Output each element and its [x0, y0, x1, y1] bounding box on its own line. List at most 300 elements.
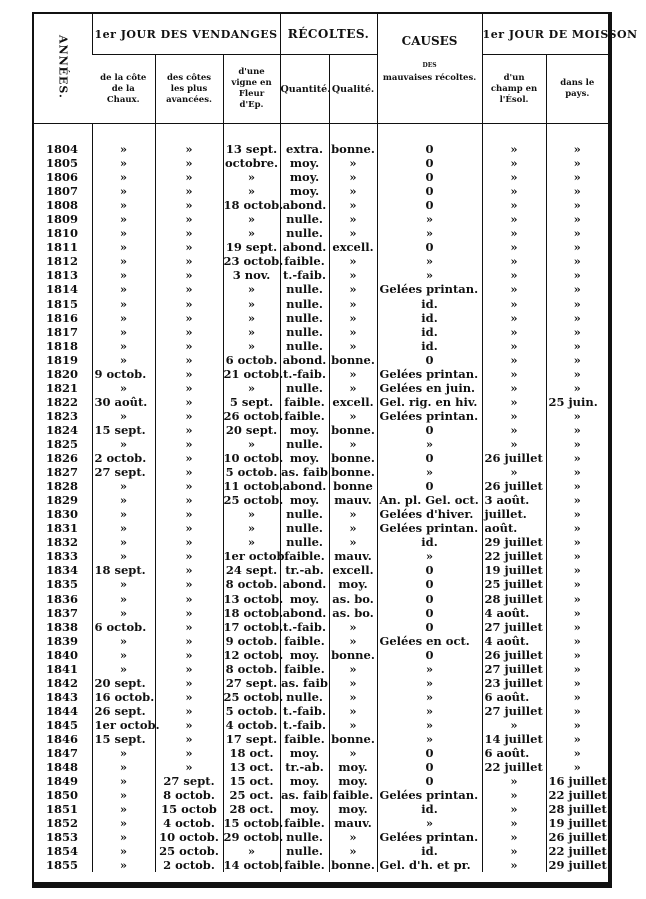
cell-cote-chaux: »	[92, 297, 155, 311]
cell-pays: »	[546, 142, 608, 156]
cell-quantite: nulle.	[280, 226, 329, 240]
cell-champ-esol: 28 juillet	[482, 592, 546, 606]
cell-annee: 1843	[46, 689, 79, 704]
cell-pays: »	[546, 353, 608, 367]
cell-causes: 0	[377, 620, 482, 634]
cell-annee: 1821	[46, 380, 79, 395]
table-row	[34, 634, 608, 648]
cell-champ-esol: 26 juillet	[482, 479, 546, 493]
cell-vigne-fleur: 23 octob.	[223, 254, 284, 269]
cell-cotes-avancees: »	[155, 479, 223, 493]
cell-causes: 0	[377, 746, 482, 760]
cell-quantite: abond.	[280, 479, 329, 493]
cell-pays: »	[546, 451, 608, 465]
cell-qualite: excell.	[329, 395, 377, 409]
header-causes	[377, 14, 482, 124]
header-causes-title: CAUSES	[401, 34, 458, 48]
cell-pays: 22 juillet	[546, 844, 608, 858]
cell-cotes-avancees: »	[155, 507, 223, 521]
cell-cote-chaux: »	[92, 353, 155, 367]
cell-quantite: abond.	[280, 577, 329, 591]
cell-vigne-fleur: »	[223, 339, 280, 353]
cell-cote-chaux: 18 sept.	[92, 563, 155, 577]
cell-causes: Gelées printan.	[377, 788, 482, 802]
cell-qualite: »	[329, 226, 377, 240]
cell-annee: 1824	[46, 422, 79, 437]
spacer-cell	[329, 124, 377, 142]
cell-pays: 19 juillet	[546, 816, 608, 830]
cell-cotes-avancees: »	[155, 648, 223, 662]
cell-annee: 1855	[46, 858, 79, 873]
cell-annee: 1841	[46, 661, 79, 676]
cell-qualite: »	[329, 212, 377, 226]
cell-annee: 1831	[46, 521, 79, 536]
cell-champ-esol: 27 juillet	[482, 704, 546, 718]
cell-cotes-avancees: »	[155, 690, 223, 704]
cell-champ-esol: »	[482, 142, 546, 156]
cell-champ-esol: »	[482, 156, 546, 170]
cell-causes: 0	[377, 423, 482, 437]
cell-quantite: abond.	[280, 606, 329, 620]
cell-cote-chaux: »	[92, 774, 155, 788]
cell-cote-chaux: »	[92, 339, 155, 353]
cell-pays: 26 juillet	[546, 830, 608, 844]
cell-qualite: as. bo.	[329, 606, 377, 620]
table-row	[34, 718, 608, 732]
cell-quantite: t.-faib.	[280, 367, 329, 381]
cell-qualite: bonne	[329, 479, 377, 493]
cell-causes: Gel. d'h. et pr.	[377, 858, 482, 872]
header-pays	[546, 55, 608, 124]
cell-champ-esol: »	[482, 339, 546, 353]
cell-vigne-fleur: 14 octob.	[223, 858, 284, 873]
cell-causes: 0	[377, 648, 482, 662]
cell-cote-chaux: »	[92, 535, 155, 549]
cell-causes: »	[377, 549, 482, 563]
cell-annee: 1844	[46, 703, 79, 718]
spacer-cell	[482, 124, 546, 142]
cell-quantite: moy.	[280, 774, 329, 788]
cell-pays: »	[546, 479, 608, 493]
cell-vigne-fleur: 8 octob.	[223, 662, 280, 676]
cell-qualite: »	[329, 381, 377, 395]
cell-cotes-avancees: »	[155, 760, 223, 774]
cell-cote-chaux: »	[92, 198, 155, 212]
cell-annee: 1848	[46, 760, 79, 775]
cell-pays: »	[546, 620, 608, 634]
table-row	[34, 409, 608, 423]
cell-champ-esol: 23 juillet	[482, 676, 546, 690]
cell-quantite: nulle.	[280, 521, 329, 535]
cell-cotes-avancees: 10 octob.	[155, 830, 223, 844]
table-row	[34, 662, 608, 676]
cell-cotes-avancees: »	[155, 662, 223, 676]
cell-cotes-avancees: »	[155, 381, 223, 395]
cell-champ-esol: »	[482, 802, 546, 816]
cell-cotes-avancees: »	[155, 142, 223, 156]
cell-qualite: »	[329, 409, 377, 423]
table-row	[34, 620, 608, 634]
cell-cote-chaux: »	[92, 311, 155, 325]
cell-qualite: bonne.	[329, 353, 377, 367]
cell-qualite: »	[329, 535, 377, 549]
cell-annee: 1845	[46, 717, 79, 732]
cell-champ-esol: »	[482, 325, 546, 339]
cell-vigne-fleur: 25 oct.	[223, 788, 280, 802]
cell-cote-chaux: »	[92, 802, 155, 816]
cell-pays: »	[546, 718, 608, 732]
cell-qualite: bonne.	[329, 648, 377, 662]
cell-annee: 1834	[46, 563, 79, 578]
cell-pays: »	[546, 746, 608, 760]
cell-annee: 1839	[46, 633, 79, 648]
cell-qualite: »	[329, 339, 377, 353]
cell-cote-chaux: »	[92, 844, 155, 858]
cell-cote-chaux: »	[92, 816, 155, 830]
cell-vigne-fleur: 6 octob.	[223, 353, 280, 367]
cell-quantite: as. faib	[281, 465, 328, 480]
cell-champ-esol: »	[482, 282, 546, 296]
cell-quantite: nulle.	[280, 282, 329, 296]
table-row	[34, 353, 608, 367]
cell-quantite: as. faib	[281, 675, 328, 690]
cell-champ-esol: »	[482, 226, 546, 240]
header-moisson: 1er JOUR DE MOISSON	[482, 14, 608, 55]
cell-quantite: nulle.	[280, 381, 329, 395]
table-row	[34, 816, 608, 830]
cell-pays: »	[546, 381, 608, 395]
cell-vigne-fleur: »	[223, 226, 280, 240]
cell-pays: »	[546, 465, 608, 479]
cell-qualite: »	[329, 367, 377, 381]
cell-champ-esol: »	[482, 184, 546, 198]
table-row	[34, 774, 608, 788]
cell-qualite: »	[329, 718, 377, 732]
cell-quantite: t.-faib.	[280, 718, 329, 732]
cell-annee: 1836	[46, 591, 79, 606]
cell-champ-esol: »	[482, 788, 546, 802]
cell-cotes-avancees: »	[155, 577, 223, 591]
cell-cotes-avancees: »	[155, 592, 223, 606]
cell-champ-esol: »	[482, 353, 546, 367]
cell-vigne-fleur: »	[223, 297, 280, 311]
cell-causes: »	[377, 732, 482, 746]
cell-cote-chaux: »	[92, 648, 155, 662]
cell-causes: »	[377, 816, 482, 830]
cell-quantite: nulle.	[280, 297, 329, 311]
cell-pays: 29 juillet	[546, 858, 608, 872]
cell-qualite: bonne.	[329, 465, 377, 479]
cell-causes: id.	[377, 297, 482, 311]
cell-quantite: abond.	[280, 353, 329, 367]
cell-qualite: »	[329, 184, 377, 198]
cell-quantite: nulle.	[280, 325, 329, 339]
cell-champ-esol: août.	[482, 521, 546, 535]
cell-pays: »	[546, 704, 608, 718]
cell-annee: 1813	[46, 268, 79, 283]
cell-causes: Gelées printan.	[377, 282, 482, 296]
cell-cote-chaux: »	[92, 746, 155, 760]
header-cote-chaux-label: de la côte de la Chaux.	[100, 72, 147, 105]
cell-quantite: extra.	[280, 142, 329, 156]
cell-champ-esol: 25 juillet	[482, 577, 546, 591]
cell-champ-esol: 3 août.	[482, 493, 546, 507]
cell-cotes-avancees: »	[155, 325, 223, 339]
cell-cote-chaux: 2 octob.	[92, 451, 155, 465]
table-row	[34, 507, 608, 521]
table-row	[34, 142, 608, 156]
cell-qualite: »	[329, 282, 377, 296]
cell-annee: 1816	[46, 310, 79, 325]
spacer-cell	[377, 124, 482, 142]
cell-causes: 0	[377, 156, 482, 170]
cell-cotes-avancees: »	[155, 620, 223, 634]
cell-cotes-avancees: »	[155, 198, 223, 212]
cell-cotes-avancees: »	[155, 282, 223, 296]
cell-quantite: moy.	[280, 648, 329, 662]
cell-annee: 1811	[46, 240, 79, 255]
cell-cotes-avancees: »	[155, 367, 223, 381]
cell-qualite: moy.	[329, 760, 377, 774]
cell-pays: »	[546, 282, 608, 296]
cell-causes: 0	[377, 184, 482, 198]
table-row	[34, 451, 608, 465]
cell-qualite: »	[329, 746, 377, 760]
cell-champ-esol: »	[482, 254, 546, 268]
cell-cote-chaux: »	[92, 479, 155, 493]
table-row	[34, 423, 608, 437]
table-row	[34, 254, 608, 268]
cell-causes: Gelées printan.	[377, 830, 482, 844]
cell-champ-esol: 6 août.	[482, 690, 546, 704]
cell-causes: »	[377, 212, 482, 226]
cell-cote-chaux: »	[92, 381, 155, 395]
cell-qualite: »	[329, 830, 377, 844]
cell-cote-chaux: 15 sept.	[92, 732, 155, 746]
table-row	[34, 746, 608, 760]
header-annees-label: ANNÉES.	[56, 34, 70, 99]
cell-cote-chaux: »	[92, 592, 155, 606]
header-vendanges: 1er JOUR DES VENDANGES	[92, 14, 280, 55]
cell-causes: 0	[377, 774, 482, 788]
cell-quantite: moy.	[280, 170, 329, 184]
cell-cote-chaux: »	[92, 282, 155, 296]
cell-cotes-avancees: »	[155, 226, 223, 240]
cell-quantite: moy.	[280, 802, 329, 816]
cell-vigne-fleur: 5 octob.	[223, 465, 280, 479]
cell-champ-esol: 26 juillet	[482, 648, 546, 662]
cell-cotes-avancees: »	[155, 535, 223, 549]
cell-causes: Gelées d'hiver.	[377, 507, 482, 521]
cell-quantite: nulle.	[280, 437, 329, 451]
cell-cotes-avancees: »	[155, 521, 223, 535]
cell-causes: 0	[377, 240, 482, 254]
cell-annee: 1851	[46, 802, 79, 817]
table-row	[34, 844, 608, 858]
cell-cotes-avancees: »	[155, 493, 223, 507]
cell-quantite: faible.	[280, 732, 329, 746]
cell-cotes-avancees: »	[155, 563, 223, 577]
cell-cotes-avancees: »	[155, 437, 223, 451]
cell-pays: »	[546, 732, 608, 746]
table-row	[34, 704, 608, 718]
cell-quantite: abond.	[280, 198, 329, 212]
cell-pays: 22 juillet	[546, 788, 608, 802]
cell-champ-esol: »	[482, 170, 546, 184]
cell-cotes-avancees: »	[155, 212, 223, 226]
cell-cotes-avancees: »	[155, 732, 223, 746]
cell-quantite: faible.	[280, 254, 329, 268]
cell-cotes-avancees: »	[155, 704, 223, 718]
cell-qualite: moy.	[329, 577, 377, 591]
cell-qualite: bonne.	[329, 732, 377, 746]
cell-pays: »	[546, 577, 608, 591]
cell-champ-esol: 4 août.	[482, 634, 546, 648]
cell-vigne-fleur: »	[223, 507, 280, 521]
cell-cote-chaux: »	[92, 212, 155, 226]
cell-cote-chaux: »	[92, 606, 155, 620]
cell-cote-chaux: 26 sept.	[92, 704, 155, 718]
cell-champ-esol: »	[482, 858, 546, 872]
cell-causes: Gelées en oct.	[377, 634, 482, 648]
cell-annee: 1853	[46, 830, 79, 845]
cell-vigne-fleur: 20 sept.	[223, 423, 280, 437]
cell-cote-chaux: »	[92, 226, 155, 240]
header-causes-des: DES	[422, 62, 437, 69]
cell-champ-esol: »	[482, 774, 546, 788]
cell-pays: »	[546, 170, 608, 184]
cell-quantite: t.-faib.	[280, 620, 329, 634]
table-row	[34, 493, 608, 507]
cell-qualite: »	[329, 662, 377, 676]
cell-vigne-fleur: 13 octob.	[223, 591, 284, 606]
cell-vigne-fleur: 13 sept.	[223, 142, 280, 156]
cell-annee: 1805	[46, 156, 79, 171]
cell-qualite: moy.	[329, 802, 377, 816]
cell-cotes-avancees: »	[155, 451, 223, 465]
cell-annee: 1842	[46, 675, 79, 690]
cell-pays: »	[546, 521, 608, 535]
cell-annee: 1827	[46, 465, 79, 480]
table-row	[34, 648, 608, 662]
cell-annee: 1854	[46, 844, 79, 859]
header-recoltes: RÉCOLTES.	[280, 14, 377, 55]
cell-cote-chaux: »	[92, 268, 155, 282]
cell-pays: »	[546, 493, 608, 507]
cell-pays: »	[546, 606, 608, 620]
spacer-cell	[92, 124, 155, 142]
cell-annee: 1830	[46, 507, 79, 522]
cell-vigne-fleur: 17 sept.	[223, 732, 280, 746]
cell-qualite: as. bo.	[329, 592, 377, 606]
cell-vigne-fleur: 19 sept.	[223, 240, 280, 254]
cell-vigne-fleur: 1er octob.	[223, 549, 289, 564]
cell-pays: »	[546, 325, 608, 339]
cell-pays: »	[546, 549, 608, 563]
spacer-cell	[155, 124, 223, 142]
cell-qualite: excell.	[329, 240, 377, 254]
cell-vigne-fleur: 12 octob.	[223, 647, 284, 662]
table-row	[34, 830, 608, 844]
cell-champ-esol: 26 juillet	[482, 451, 546, 465]
cell-vigne-fleur: 17 octob.	[223, 619, 284, 634]
cell-qualite: »	[329, 170, 377, 184]
cell-qualite: »	[329, 268, 377, 282]
cell-pays: 28 juillet	[546, 802, 608, 816]
cell-pays: »	[546, 423, 608, 437]
cell-vigne-fleur: »	[223, 282, 280, 296]
cell-vigne-fleur: 4 octob.	[223, 718, 280, 732]
cell-annee: 1832	[46, 535, 79, 550]
cell-quantite: abond.	[280, 240, 329, 254]
cell-vigne-fleur: 27 sept.	[223, 676, 280, 690]
cell-vigne-fleur: 29 octob.	[223, 830, 284, 845]
header-vigne-fleur-label: d'une vigne en Fleur d'Ep.	[231, 67, 272, 110]
cell-cote-chaux: 30 août.	[92, 395, 155, 409]
spacer-cell	[546, 124, 608, 142]
header-causes-sub: mauvaises récoltes.	[382, 73, 477, 83]
cell-cote-chaux: 15 sept.	[92, 423, 155, 437]
cell-cote-chaux: »	[92, 634, 155, 648]
cell-qualite: »	[329, 254, 377, 268]
cell-vigne-fleur: »	[223, 437, 280, 451]
cell-annee: 1849	[46, 774, 79, 789]
cell-pays: »	[546, 339, 608, 353]
cell-cotes-avancees: »	[155, 718, 223, 732]
cell-qualite: bonne.	[329, 451, 377, 465]
cell-champ-esol: 27 juillet	[482, 662, 546, 676]
cell-annee: 1838	[46, 619, 79, 634]
cell-causes: 0	[377, 142, 482, 156]
cell-vigne-fleur: 11 octob.	[223, 479, 284, 494]
header-quantite: Quantité.	[280, 55, 329, 124]
cell-champ-esol: »	[482, 830, 546, 844]
cell-vigne-fleur: »	[223, 184, 280, 198]
spacer-cell	[280, 124, 329, 142]
cell-qualite: mauv.	[329, 816, 377, 830]
cell-annee: 1819	[46, 352, 79, 367]
cell-cote-chaux: »	[92, 760, 155, 774]
cell-champ-esol: 22 juillet	[482, 549, 546, 563]
cell-annee: 1852	[46, 816, 79, 831]
cell-cote-chaux: 27 sept.	[92, 465, 155, 479]
cell-annee: 1810	[46, 226, 79, 241]
cell-causes: »	[377, 465, 482, 479]
header-cote-chaux	[92, 55, 155, 124]
cell-cotes-avancees: »	[155, 676, 223, 690]
cell-vigne-fleur: »	[223, 212, 280, 226]
cell-pays: »	[546, 367, 608, 381]
cell-annee: 1826	[46, 451, 79, 466]
table-row	[34, 156, 608, 170]
cell-qualite: »	[329, 676, 377, 690]
cell-qualite: mauv.	[329, 493, 377, 507]
cell-cote-chaux: 20 sept.	[92, 676, 155, 690]
cell-annee: 1847	[46, 746, 79, 761]
cell-qualite: »	[329, 507, 377, 521]
table-row	[34, 381, 608, 395]
table-row	[34, 226, 608, 240]
cell-annee: 1807	[46, 184, 79, 199]
cell-causes: »	[377, 437, 482, 451]
table-row	[34, 184, 608, 198]
cell-vigne-fleur: »	[223, 311, 280, 325]
cell-pays: »	[546, 592, 608, 606]
cell-cotes-avancees: »	[155, 254, 223, 268]
cell-annee: 1820	[46, 366, 79, 381]
cell-causes: 0	[377, 170, 482, 184]
cell-cote-chaux: »	[92, 184, 155, 198]
